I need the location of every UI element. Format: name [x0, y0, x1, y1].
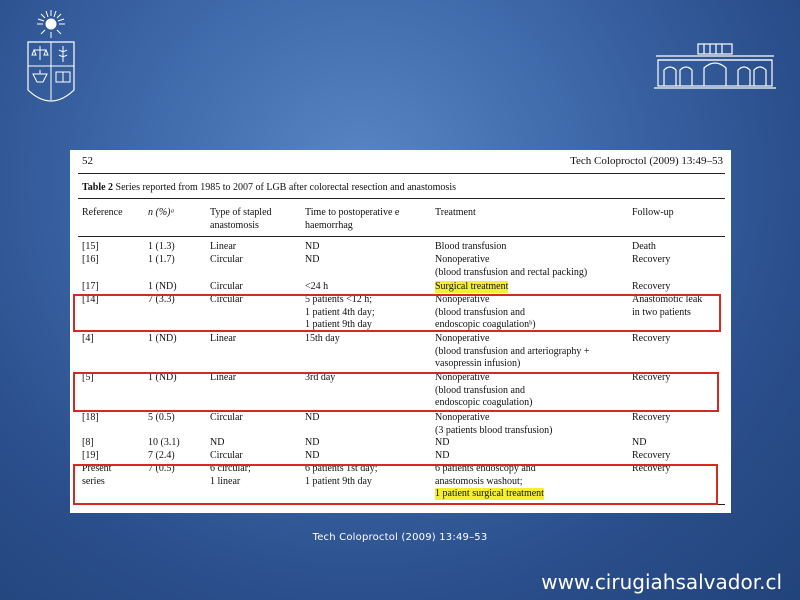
header-rule [78, 173, 725, 174]
table-cell-time-to-haemorrhage: ND [305, 254, 320, 265]
column-header-stapled-type: anastomosis [210, 219, 259, 231]
table-cell-n-percent: 10 (3.1) [148, 437, 180, 448]
table-cell-treatment: Nonoperative [435, 333, 490, 344]
table-cell-time-to-haemorrhage: ND [305, 412, 320, 423]
table-cell-stapled-type: Linear [210, 241, 237, 252]
table-cell-n-percent: 1 (ND) [148, 372, 177, 383]
column-header-time-to-haemorrhage: Time to postoperative e [305, 207, 400, 218]
table-cell-n-percent: 1 (ND) [148, 333, 177, 344]
table-cell-reference: [18] [82, 412, 99, 423]
sun-icon [37, 10, 65, 38]
table-cell-reference: [8] [82, 437, 94, 448]
table-cell-treatment: endoscopic coagulation) [435, 397, 533, 408]
table-cell-time-to-haemorrhage: 1 patient 4th day; [305, 306, 375, 318]
table-cell-follow-up: Recovery [632, 254, 671, 265]
table-cell-stapled-type: Circular [210, 412, 243, 423]
table-cell-follow-up: Death [632, 241, 656, 252]
table-cell-time-to-haemorrhage: 1 patient 9th day [305, 319, 372, 330]
table-cell-reference: [14] [82, 294, 99, 305]
table-cell-time-to-haemorrhage: ND [305, 241, 320, 252]
table-cell-n-percent: 7 (0.5) [148, 463, 175, 474]
highlighted-treatment-cell: Surgical treatment [435, 281, 509, 292]
table-cell-treatment: (blood transfusion and arteriography + [435, 345, 590, 357]
citation-caption: Tech Coloproctol (2009) 13:49–53 [312, 532, 488, 543]
table-cell-reference: [19] [82, 450, 99, 461]
table-cell-stapled-type: Circular [210, 450, 243, 461]
page-number: 52 [82, 155, 93, 167]
book-icon [56, 72, 70, 82]
table-top-rule [78, 198, 725, 199]
table-cell-time-to-haemorrhage: ND [305, 450, 320, 461]
column-header-time-to-haemorrhage: haemorrhag [305, 219, 353, 231]
table-cell-follow-up: in two patients [632, 306, 691, 318]
table-cell-n-percent: 1 (1.7) [148, 254, 175, 265]
table-header-rule [78, 236, 725, 237]
table-title [82, 182, 456, 193]
lamp-icon [33, 70, 47, 82]
red-box-present-series [73, 464, 718, 505]
website-url: www.cirugiahsalvador.cl [541, 570, 782, 594]
table-cell-time-to-haemorrhage: 5 patients <12 h; [305, 294, 373, 305]
table-cell-treatment: endoscopic coagulationᵇ) [435, 319, 536, 330]
table-cell-reference: [15] [82, 241, 99, 252]
table-cell-treatment: (blood transfusion and [435, 384, 525, 396]
table-cell-treatment: (blood transfusion and rectal packing) [435, 266, 588, 278]
table-cell-treatment: vasopressin infusion) [435, 358, 521, 369]
table-cell-n-percent: 1 (1.3) [148, 241, 175, 252]
table-cell-n-percent: 7 (3.3) [148, 294, 175, 305]
table-cell-treatment: ND [435, 450, 450, 461]
table-cell-stapled-type: Linear [210, 333, 237, 344]
table-cell-treatment: Nonoperative [435, 372, 490, 383]
table-cell-treatment: anastomosis washout; [435, 475, 523, 487]
table-cell-reference: [16] [82, 254, 99, 265]
table-cell-follow-up: Recovery [632, 333, 671, 344]
table-cell-time-to-haemorrhage: 1 patient 9th day [305, 475, 372, 487]
hospital-building-logo [654, 40, 776, 92]
scales-icon [32, 46, 48, 60]
table-cell-treatment: Blood transfusion [435, 241, 507, 252]
table-cell-reference: [17] [82, 281, 99, 292]
table-cell-time-to-haemorrhage: 15th day [305, 333, 340, 344]
table-cell-n-percent: 7 (2.4) [148, 450, 175, 461]
table-cell-reference: [5] [82, 372, 94, 383]
table-cell-stapled-type: 1 linear [210, 475, 241, 487]
table-cell-n-percent: 5 (0.5) [148, 412, 175, 423]
table-title-label: Table 2 [82, 182, 114, 193]
table-cell-reference: series [82, 475, 105, 487]
table-cell-stapled-type: ND [210, 437, 225, 448]
column-header-n-percent: n (%)ᵃ [148, 207, 175, 218]
table-cell-treatment: ND [435, 437, 450, 448]
university-seal-logo [24, 8, 78, 112]
table-cell-stapled-type: 6 circular; [210, 463, 251, 474]
table-cell-treatment: Nonoperative [435, 254, 490, 265]
table-cell-n-percent: 1 (ND) [148, 281, 177, 292]
column-header-reference: Reference [82, 207, 123, 218]
table-title-text: Series reported from 1985 to 2007 of LGB after colorectal resection and anastomosis [113, 182, 456, 193]
table-cell-treatment: Nonoperative [435, 412, 490, 423]
caduceus-icon [59, 46, 67, 62]
table-cell-treatment: (blood transfusion and [435, 306, 525, 318]
table-cell-time-to-haemorrhage: 3rd day [305, 372, 336, 383]
table-cell-follow-up: Recovery [632, 412, 671, 423]
table-cell-reference: Present [82, 463, 112, 474]
table-cell-stapled-type: Linear [210, 372, 237, 383]
column-header-stapled-type: Type of stapled [210, 207, 272, 218]
table-cell-follow-up: ND [632, 437, 647, 448]
table-cell-time-to-haemorrhage: ND [305, 437, 320, 448]
column-header-treatment: Treatment [435, 207, 476, 218]
red-box-row-14 [73, 294, 721, 332]
table-cell-stapled-type: Circular [210, 254, 243, 265]
table-cell-treatment: (3 patients blood transfusion) [435, 424, 553, 436]
journal-page-scan [70, 150, 731, 513]
table-cell-reference: [4] [82, 333, 94, 344]
table-cell-follow-up: Recovery [632, 372, 671, 383]
table-cell-treatment: Nonoperative [435, 294, 490, 305]
highlighted-treatment-cell: 1 patient surgical treatment [435, 488, 544, 499]
column-header-follow-up: Follow-up [632, 207, 674, 218]
table-cell-follow-up: Recovery [632, 281, 671, 292]
table-cell-stapled-type: Circular [210, 281, 243, 292]
red-box-row-5 [73, 372, 719, 412]
journal-citation-header: Tech Coloproctol (2009) 13:49–53 [570, 155, 723, 167]
table-cell-follow-up: Anastomotic leak [632, 294, 703, 305]
table-cell-time-to-haemorrhage: <24 h [305, 281, 329, 292]
table-cell-follow-up: Recovery [632, 450, 671, 461]
table-cell-follow-up: Recovery [632, 463, 671, 474]
table-cell-time-to-haemorrhage: 6 patients 1st day; [305, 463, 378, 474]
table-cell-stapled-type: Circular [210, 294, 243, 305]
table-cell-treatment: 6 patients endoscopy and [435, 463, 536, 474]
